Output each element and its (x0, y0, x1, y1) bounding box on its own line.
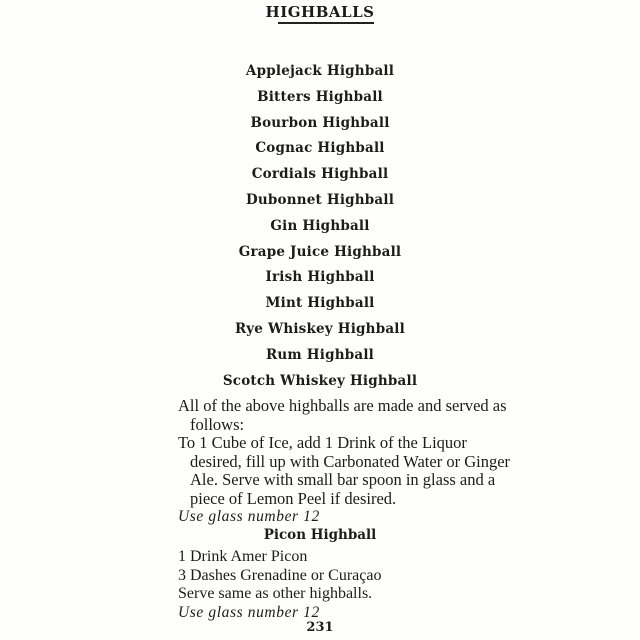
list-item: Grape Juice Highball (238, 243, 402, 260)
list-item: Scotch Whiskey Highball (222, 372, 418, 389)
list-item: Bitters Highball (257, 88, 383, 105)
recipe-line: 3 Dashes Grenadine or Curaçao (178, 566, 382, 584)
picon-recipe (178, 548, 381, 604)
picon-heading: Picon Highball (263, 527, 377, 543)
highball-list (0, 61, 640, 396)
list-item: Mint Highball (265, 295, 375, 312)
instructions-intro: All of the above highballs are made and served as follows: (178, 396, 507, 434)
list-item: Cognac Highball (255, 140, 385, 157)
list-item: Applejack Highball (245, 63, 395, 79)
page-title: HIGHBALLS (265, 3, 375, 21)
page-number: 231 (306, 620, 334, 635)
recipe-line: 1 Drink Amer Picon (178, 548, 308, 565)
list-item: Cordials Highball (251, 166, 389, 183)
list-item: Bourbon Highball (250, 114, 390, 131)
title-underline (278, 22, 374, 24)
list-item: Irish Highball (265, 269, 375, 286)
list-item: Rye Whiskey Highball (235, 320, 405, 337)
recipe-line: Serve same as other highballs. (178, 585, 373, 602)
list-item: Dubonnet Highball (245, 191, 395, 208)
list-item: Gin Highball (270, 217, 370, 234)
picon-glass-note: Use glass number 12 (178, 604, 320, 621)
list-item: Rum Highball (265, 346, 374, 363)
glass-note: Use glass number 12 (178, 508, 320, 525)
instructions-method: To 1 Cube of Ice, add 1 Drink of the Liquor desired, fill up with Carbonated Water or Ginger Ale. Serve with small bar spoon in glass and a piece of Lemon Peel if desired. (178, 433, 511, 508)
